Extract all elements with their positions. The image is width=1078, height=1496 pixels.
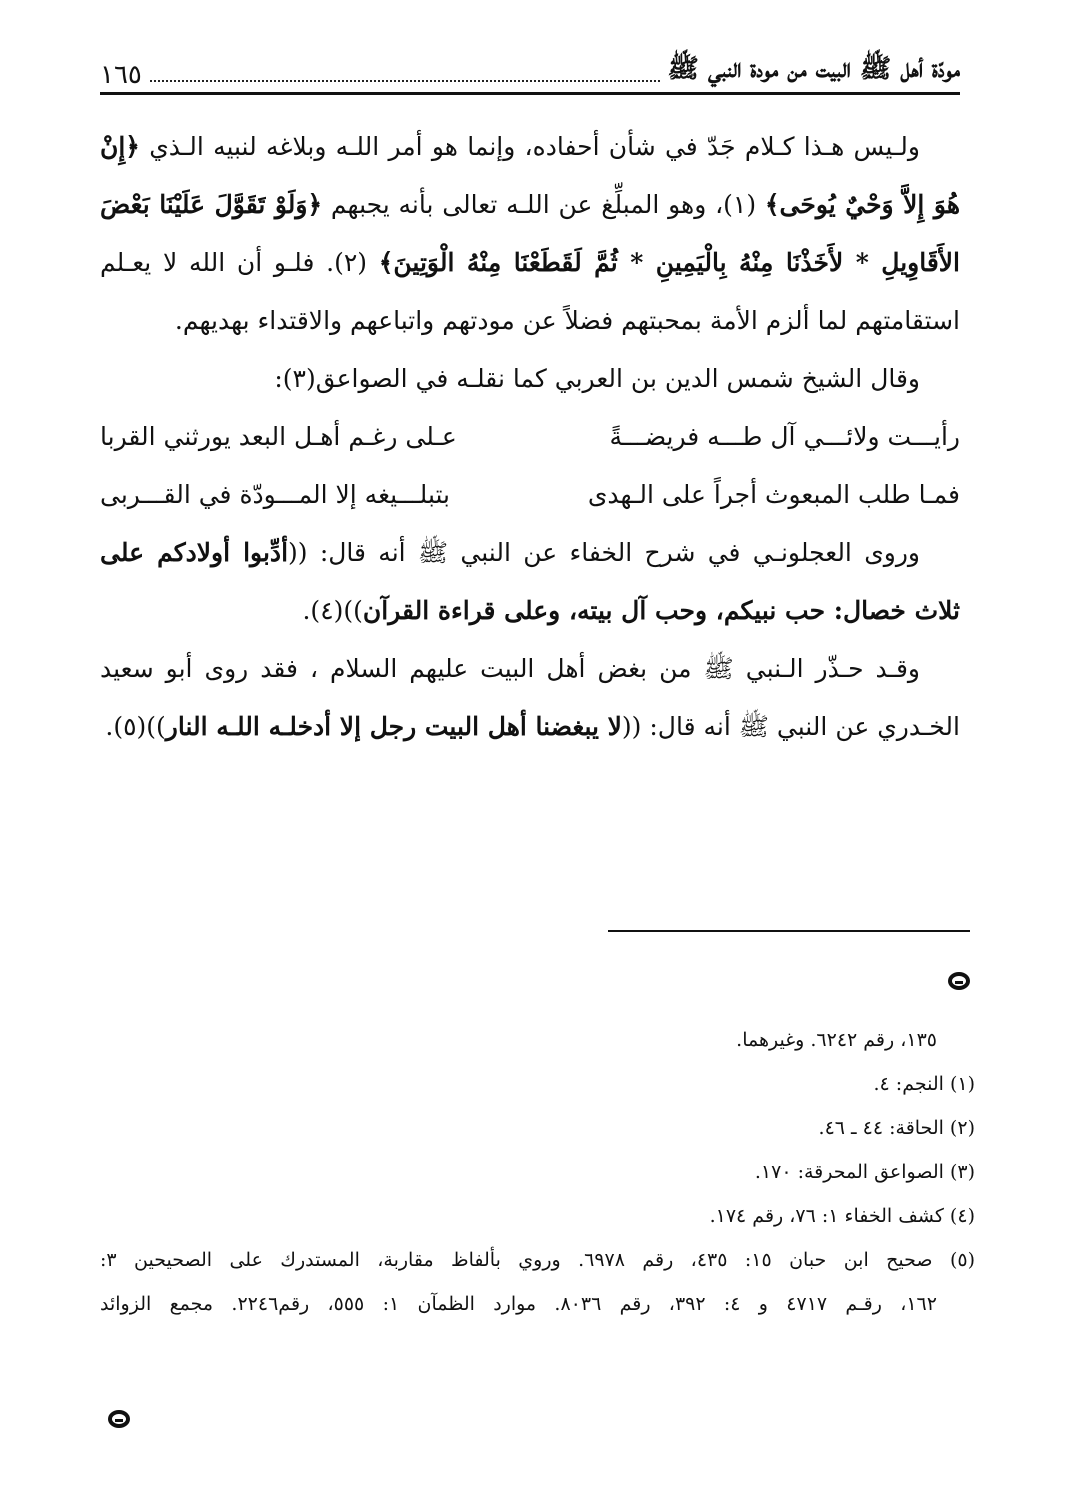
footnote-4: (٤) كشف الخفاء ١: ٧٦، رقم ١٧٤. — [709, 1205, 975, 1227]
paragraph-3-text-b: ))(٤). — [302, 596, 363, 625]
quran-verse-1: ﴿إِنْ هُوَ إِلاَّ وَحْيٌ يُوحَى﴾ — [100, 132, 961, 219]
paragraph-1 — [100, 118, 960, 350]
paragraph-3-text-a: وروى العجلونـي في شرح الخفاء عن النبي ﷺ أنه قال: (( — [288, 538, 920, 567]
footnote-continuation: ١٣٥، رقم ٦٢٤٢. وغيرهما. — [736, 1029, 937, 1051]
paragraph-1-text-a: ولـيس هـذا كـلام جَدّ في شأن أحفاده، وإنما هو أمر اللـه وبلاغه لنبيه الـذي — [139, 132, 920, 161]
quran-verse-2: ﴿وَلَوْ تَقَوَّلَ عَلَيْنَا بَعْضَ الأَقَاوِيلِ * لأَخَذْنَا مِنْهُ بِالْيَمِينِ * ثُمَّ لَقَطَعْنَا مِنْهُ الْوَتِينَ﴾ — [100, 190, 961, 277]
footnote-2: (٢) الحاقة: ٤٤ ـ ٤٦. — [818, 1117, 975, 1139]
poem-1-second-hemistich: عـلى رغـم أهـل البعد يورثني القربا — [100, 422, 457, 451]
page-number: ١٦٥ — [100, 60, 142, 90]
header-leader-dots — [150, 80, 660, 82]
main-text — [100, 118, 960, 756]
poem-2-second-hemistich: بتبلـــيغه إلا المـــودّة في القـــربى — [100, 480, 450, 509]
header-title: مودّة أهل ﷺ البيت من مودة النبي ﷺ — [667, 54, 960, 84]
running-header — [100, 40, 960, 90]
footnotes — [100, 1018, 975, 1326]
continued-from-icon — [948, 972, 970, 990]
footnote-5-line-2: ١٦٢، رقـم ٤٧١٧ و ٤: ٣٩٢، رقم ٨٠٣٦. موارد الظمآن ١: ٥٥٥، رقم٢٢٤٦. مجمع الزوائد — [100, 1293, 937, 1315]
footnote-3: (٣) الصواعق المحرقة: ١٧٠. — [754, 1161, 975, 1183]
paragraph-1-text-b: (١)، وهو المبلِّغ عن اللـه تعالى بأنه يجبهم — [322, 190, 765, 219]
poem-line-1 — [100, 408, 960, 466]
continued-to-icon — [108, 1410, 130, 1428]
paragraph-4-text-b: ))(٥). — [105, 712, 166, 741]
paragraph-3 — [100, 524, 960, 640]
footnote-5-line-1: (٥) صحيح ابن حبان ١٥: ٤٣٥، رقم ٦٩٧٨. وروي بألفاظ مقاربة، المستدرك على الصحيحين ٣: — [100, 1249, 975, 1271]
paragraph-4-text-a: وقـد حـذّر الـنبي ﷺ من بغض أهل البيت عليهم السلام ، فقد روى أبو سعيد الخـدري عن النبي ﷺ أنه قال: (( — [100, 654, 960, 741]
hadith-1: أدِّبوا أولادكم على ثلاث خصال: حب نبيكم، وحب آل بيته، وعلى قراءة القرآن — [100, 538, 960, 625]
paragraph-1-text-c: (٢). فلـو أن الله لا يعـلم استقامتهم لما ألزم الأمة بمحبتهم فضلاً عن مودتهم واتباعهم والاقتداء بهديهم. — [100, 248, 960, 335]
poem-2-first-hemistich: فمـا طلب المبعوث أجراً على الـهدى — [587, 480, 960, 509]
poem-1-first-hemistich: رأيـــت ولائـــي آل طـــه فريضـــةً — [609, 422, 960, 451]
footnote-1: (١) النجم: ٤. — [873, 1073, 975, 1095]
footnote-rule — [608, 930, 970, 932]
poem-line-2 — [100, 466, 960, 524]
paragraph-2: وقال الشيخ شمس الدين بن العربي كما نقلـه في الصواعق(٣): — [274, 364, 920, 393]
hadith-2: لا يبغضنا أهل البيت رجل إلا أدخلـه اللـه النار — [165, 712, 622, 741]
header-rule — [100, 92, 960, 95]
paragraph-4 — [100, 640, 960, 756]
